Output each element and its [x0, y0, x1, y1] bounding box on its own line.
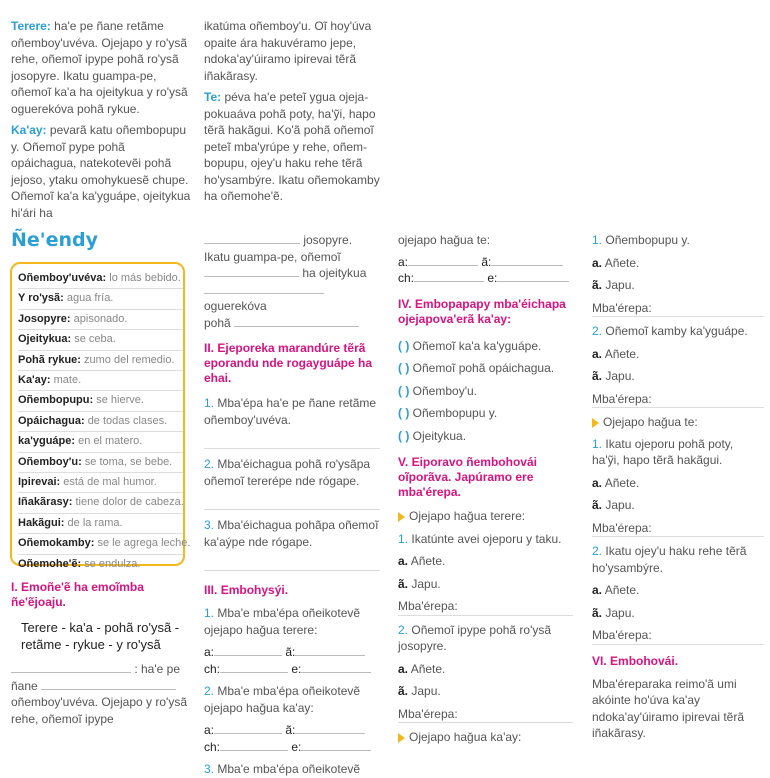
option-b[interactable]: ã. Japu. [592, 278, 635, 292]
blank-field[interactable] [41, 678, 176, 690]
ex2-q3: 3. Mba'éichagua pohãpa oñemoĩ ka'aýpe nde rógape. [204, 518, 379, 549]
blank-field[interactable] [204, 282, 324, 294]
vocabulary-box [10, 262, 191, 570]
vocab-item: Oñembopupu: se hierve. [18, 391, 183, 411]
c4-sub: Ojejapo hağua te: [592, 414, 764, 431]
blank-field[interactable] [11, 661, 131, 673]
option-a[interactable]: a. Añete. [592, 475, 640, 490]
triangle-bullet-icon [398, 512, 405, 522]
vocab-item: ka'yguápe: en el matero. [18, 432, 183, 452]
vocab-item: Ipirevai: está de mal humor. [18, 473, 183, 493]
ex6-text: Mba'éreparaka reimo'ã umi akóinte ho'úva ka'ay ndoka'ay'úiramo ipirevai tẽrã iñakãrasy. [592, 676, 744, 740]
terere-label: Terere: [11, 19, 51, 33]
section-title: Ñe'endy [11, 229, 99, 251]
ex4-item[interactable]: ( ) Ojeitykua. [398, 428, 467, 443]
option-a[interactable]: a. Añete. [592, 346, 640, 361]
c4-q4: 2. Ikatu ojey'u haku rehe tẽrã ho'ysambýre. [592, 544, 747, 575]
ex4-item[interactable]: ( ) Oñemoĩ pohã opáichagua. [398, 361, 555, 375]
option-a[interactable]: a. Añete. [398, 661, 446, 676]
ex3-q3: 3. Mba'e mba'épa oñeikotevẽ [204, 762, 361, 776]
ex5-q2: 2. Oñemoĩ ipype pohã ro'ysã josopyre. [398, 622, 552, 653]
kaay-paragraph [11, 122, 191, 221]
c2-line2: Ikatu guampa-pe, oñemoĩ [204, 249, 341, 264]
vocab-item: Ka'ay: mate. [18, 371, 183, 391]
ex3-q2: 2. Mba'e mba'épa oñeikotevẽ ojejapo hağua ka'ay: [204, 684, 361, 715]
c3-cont: ojejapo hağua te: [398, 233, 491, 247]
column-2 [204, 232, 380, 778]
ex4-item[interactable]: ( ) Oñemoĩ ka'a ka'yguápe. [398, 338, 542, 353]
why-line[interactable]: Mba'érepa: [592, 520, 764, 538]
fill-line-3: oñemboy'uvéva. Ojejapo y ro'ysã rehe, oñemoĩ ipype [11, 695, 188, 726]
blank-field[interactable] [204, 232, 300, 244]
ex4-item[interactable]: ( ) Oñemboy'u. [398, 383, 477, 398]
fill-line-2: ñane [11, 678, 191, 695]
ex3-row-ch: ch: e: [204, 661, 380, 678]
why-line[interactable]: Mba'érepa: [592, 300, 764, 318]
blank-field[interactable] [204, 265, 299, 277]
c4-q1: 1. Oñembopupu y. [592, 233, 690, 247]
answer-line[interactable] [204, 550, 380, 571]
c4-q3: 1. Ikatu ojeporu pohã poty, ha'ỹi, hapo tẽrã hakãgui. [592, 436, 734, 467]
option-b[interactable]: ã. Japu. [398, 576, 441, 591]
c2-line4: oguerekóva [204, 282, 380, 315]
vocab-item: Oñemboy'uvéva: lo más bebido. [18, 269, 183, 289]
column-4 [592, 232, 764, 742]
intro-cont: ikatúma oñemboy'u. Oĩ hoy'úva opaite ára hakuvéramo jepe, ndoka'ay'úiramo ipirevai tẽrã iñakãrasy. [204, 19, 372, 83]
answer-line[interactable] [204, 428, 380, 449]
vocab-item: Oñemboy'u: se toma, se bebe. [18, 453, 183, 473]
option-a[interactable]: a. Añete. [592, 583, 640, 597]
option-b[interactable]: ã. Japu. [592, 605, 635, 620]
vocab-item: Hakãgui: de la rama. [18, 514, 183, 534]
why-line[interactable]: Mba'érepa: [592, 627, 764, 645]
why-line[interactable]: Mba'érepa: [398, 706, 573, 724]
c2-line1: josopyre. [204, 232, 380, 249]
ex2-q1: 1. Mba'épa ha'e pe ñane retãme oñemboy'uvéva. [204, 396, 377, 427]
blank-field[interactable] [234, 315, 359, 327]
exercise-1 [11, 580, 191, 727]
c3-row-a: a: ã: [398, 254, 573, 271]
intro-mid [204, 18, 380, 205]
te-paragraph [204, 89, 380, 205]
option-a[interactable]: a. Añete. [398, 554, 446, 568]
option-b[interactable]: ã. Japu. [398, 684, 441, 698]
triangle-bullet-icon [398, 733, 405, 743]
exercise-6-title: VI. Embohovái. [592, 653, 679, 668]
terere-text: ha'e pe ñane retãme oñemboy'uvéva. Ojejapo y ro'ysã rehe, oñemoĩ ipype pohã ro'ysã josopyre. Ikatu guampa-pe, oñemoĩ ka'a ha ojeitykua y ro'ysã oguerekóva pohã rykue. [11, 19, 188, 116]
exercise-5-title: V. Eiporavo ñembohovái oĩporãva. Japúramo ere mba'érepa. [398, 455, 537, 499]
fill-line-1: : ha'e pe [11, 661, 191, 678]
kaay-text: pevarã katu oñembopupu y. Oñemoĩ pype pohã opáichagua, natekotevẽi pohã jejoso, ytaku omohykuesẽ chupe. Oñemoĩ ka'a ka'yguápe, ojeitykua hi'ári ha [11, 123, 191, 220]
ex3-row-a2: a: ã: [204, 722, 380, 739]
option-b[interactable]: ã. Japu. [592, 498, 635, 512]
option-b[interactable]: ã. Japu. [592, 369, 635, 383]
terere-paragraph [11, 18, 191, 117]
vocab-item: Oñemohe'ẽ: se endulza. [18, 557, 141, 570]
why-line[interactable]: Mba'érepa: [398, 598, 573, 616]
vocab-item: Iñakãrasy: tiene dolor de cabeza. [18, 493, 183, 513]
vocab-item: Oñemokamby: se le agrega leche. [18, 534, 183, 554]
vocab-item: Ojeitykua: se ceba. [18, 330, 183, 350]
c3-row-ch: ch: e: [398, 270, 573, 287]
vocab-item: Josopyre: apisonado. [18, 310, 183, 330]
word-bank: Terere - ka'a - pohã ro'ysã - retãme - rykue - y ro'ysã [21, 620, 180, 652]
ex3-row-a: a: ã: [204, 644, 380, 661]
c4-q2: 2. Oñemoĩ kamby ka'yguápe. [592, 324, 748, 338]
triangle-bullet-icon [592, 418, 599, 428]
vocab-item: Y ro'ysã: agua fría. [18, 289, 183, 309]
exercise-1-title: I. Emoñe'ẽ ha emoĩmba ñe'ẽjoaju. [11, 580, 144, 609]
column-3 [398, 232, 573, 746]
ex3-q1: 1. Mba'e mba'épa oñeikotevẽ ojejapo hağua terere: [204, 606, 361, 637]
exercise-4-title: IV. Embopapapy mba'éichapa ojejapova'erã ka'ay: [398, 296, 566, 326]
ex2-q2: 2. Mba'éichagua pohã ro'ysãpa oñemoĩ tererépe nde rógape. [204, 457, 371, 488]
answer-line[interactable] [204, 489, 380, 510]
exercise-3-title: III. Embohysýi. [204, 583, 289, 597]
ex4-item[interactable]: ( ) Oñembopupu y. [398, 406, 498, 420]
kaay-label: Ka'ay: [11, 123, 47, 137]
vocab-item: Pohã rykue: zumo del remedio. [18, 351, 183, 371]
why-line[interactable]: Mba'érepa: [592, 391, 764, 409]
ex5-sub1: Ojejapo hağua terere: [398, 508, 573, 525]
ex5-q1: 1. Ikatúnte avei ojeporu y taku. [398, 531, 562, 546]
c2-line3: ha ojeitykua [204, 265, 380, 282]
ex3-row-ch2: ch: e: [204, 739, 380, 756]
te-label: Te: [204, 90, 222, 104]
te-text: péva ha'e peteĩ ygua ojeja-pokuaáva pohã poty, ha'ỹi, hapo tẽrã hakãgui. Ko'ã pohã oñemoĩ peteĩ mba'yrúpe y rehe, oñem-bopupu, ojey'u haku rehe tẽrã ho'ysambýre. Ikatu oñemokamby ha oñemohe'ẽ. [204, 90, 380, 203]
intro-left [11, 18, 191, 221]
vocab-item: Opáichagua: de todas clases. [18, 412, 183, 432]
c2-line5: pohã [204, 315, 380, 332]
ex5-sub2: Ojejapo hağua ka'ay: [398, 729, 573, 746]
exercise-2-title: II. Ejeporeka marandúre tẽrã eporandu nde rogayguápe ha ehai. [204, 341, 373, 385]
option-a[interactable]: a. Añete. [592, 255, 640, 270]
